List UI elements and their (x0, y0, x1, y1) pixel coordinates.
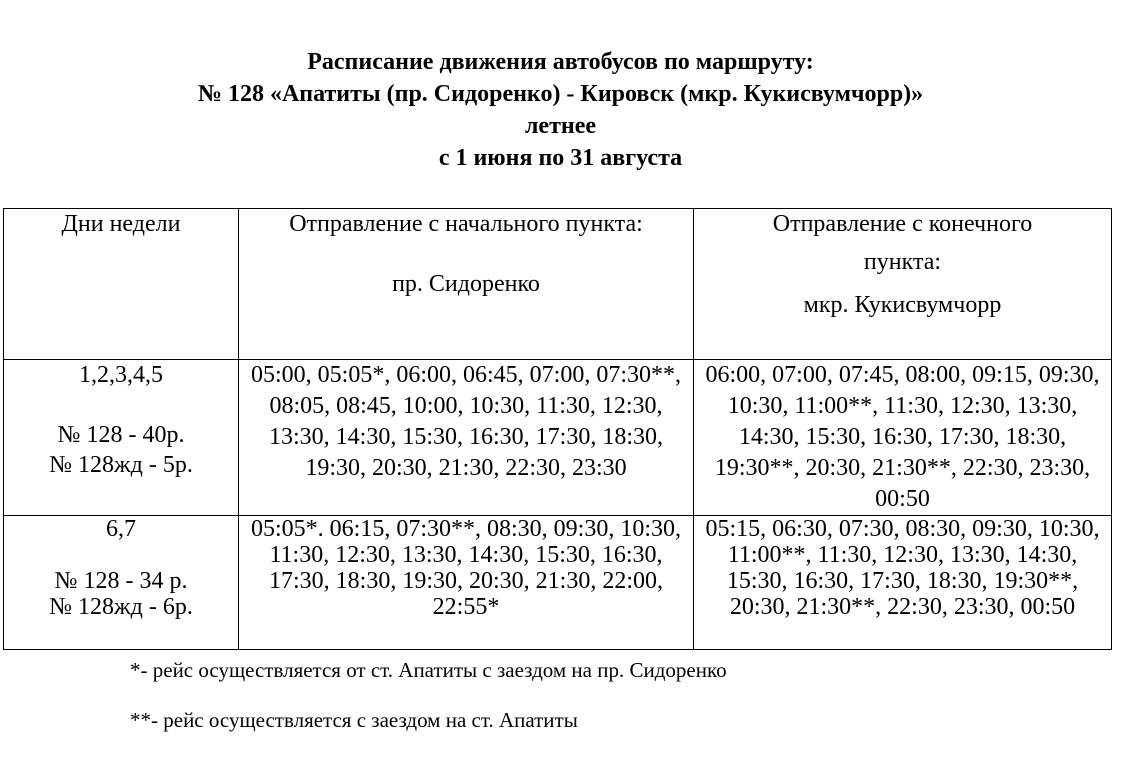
table-row-weekdays (4, 360, 1112, 516)
weekdays-end-times: 06:00, 07:00, 07:45, 08:00, 09:15, 09:30, 10:30, 11:00**, 11:30, 12:30, 13:30, 14:30, 15:30, 16:30, 17:30, 18:30, 19:30**, 20:30, 21:30**, 22:30, 23:30, 00:50 (705, 362, 1100, 512)
weekend-start-times-cell (239, 516, 694, 650)
title-line-3: летнее (524, 113, 597, 139)
footnote-single-asterisk: *- рейс осуществляется от ст. Апатиты с заездом на пр. Сидоренко (130, 658, 727, 682)
schedule-title (0, 46, 1121, 174)
weekend-end-times: 05:15, 06:30, 07:30, 08:30, 09:30, 10:30, 11:00**, 11:30, 12:30, 13:30, 14:30, 15:30, 16:30, 17:30, 18:30, 19:30**, 20:30, 21:30**, 22:30, 23:30, 00:50 (705, 516, 1100, 620)
footnote-double-asterisk: **- рейс осуществляется с заездом на ст. Апатиты (130, 708, 578, 732)
header-end-point: мкр. Кукисвумчорр (803, 292, 1002, 318)
header-end-cell (694, 209, 1112, 360)
title-line-4: с 1 июня по 31 августа (438, 145, 683, 171)
weekdays-start-times-cell (239, 360, 694, 516)
header-end-label-2: пункта: (863, 249, 942, 275)
weekdays-end-times-cell (694, 360, 1112, 516)
header-start-point: пр. Сидоренко (392, 271, 540, 297)
weekdays-days-cell (4, 360, 239, 516)
weekdays-days: 1,2,3,4,5 (79, 362, 163, 388)
weekend-count-2: № 128жд - 6р. (49, 594, 193, 620)
weekend-start-times: 05:05*. 06:15, 07:30**, 08:30, 09:30, 10:30, 11:30, 12:30, 13:30, 14:30, 15:30, 16:30, 17:30, 18:30, 19:30, 20:30, 21:30, 22:00, 22:55* (250, 516, 681, 620)
header-start-label: Отправление с начального пункта: (289, 211, 643, 237)
header-days: Дни недели (61, 211, 181, 237)
weekdays-count-2: № 128жд - 5р. (49, 452, 193, 478)
table-row-weekend (4, 516, 1112, 650)
title-line-2: № 128 «Апатиты (пр. Сидоренко) - Кировск (мкр. Кукисвумчорр)» (197, 81, 924, 107)
weekend-count-1: № 128 - 34 р. (54, 568, 188, 594)
weekend-days: 6,7 (106, 516, 136, 542)
weekdays-count-1: № 128 - 40р. (57, 422, 185, 448)
schedule-table (3, 208, 1112, 650)
weekend-days-cell (4, 516, 239, 650)
header-days-cell (4, 209, 239, 360)
header-end-label-1: Отправление с конечного (772, 211, 1033, 237)
title-line-1: Расписание движения автобусов по маршруту: (307, 49, 814, 75)
weekend-end-times-cell (694, 516, 1112, 650)
weekdays-start-times: 05:00, 05:05*, 06:00, 06:45, 07:00, 07:30**, 08:05, 08:45, 10:00, 10:30, 11:30, 12:30, 13:30, 14:30, 15:30, 16:30, 17:30, 18:30, 19:30, 20:30, 21:30, 22:30, 23:30 (250, 362, 681, 481)
header-start-cell (239, 209, 694, 360)
table-header-row (4, 209, 1112, 360)
